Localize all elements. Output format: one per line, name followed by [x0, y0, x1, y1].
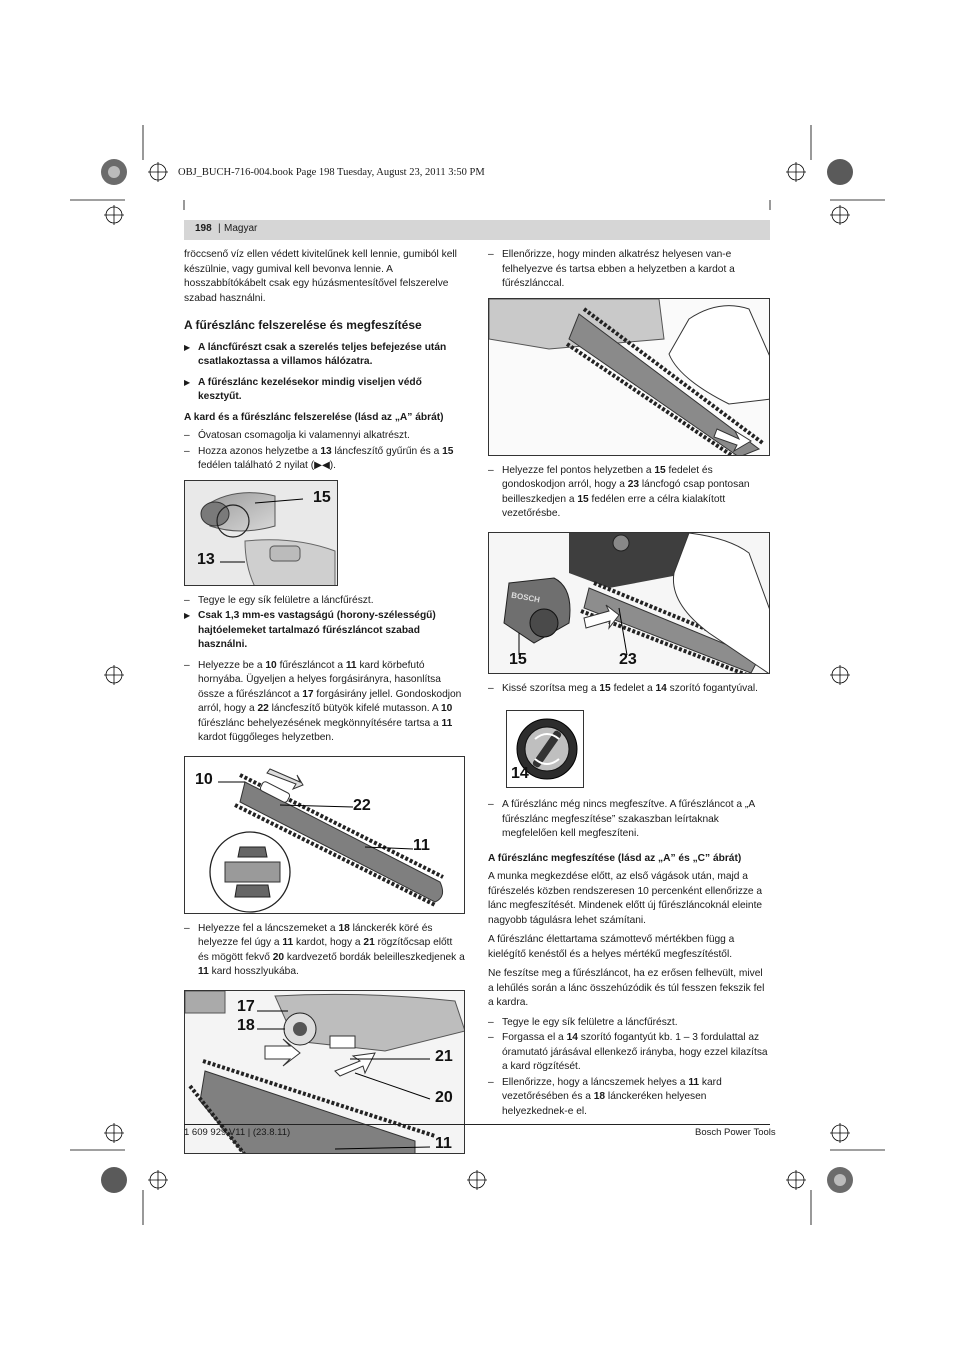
- header-language: Magyar: [224, 223, 258, 234]
- callout-label: 11: [413, 836, 430, 854]
- triangle-bullet-icon: ▶: [184, 611, 191, 620]
- callout-label: 13: [197, 550, 215, 568]
- section-title: A fűrészlánc felszerelése és megfeszítése: [184, 318, 422, 332]
- list-item: – Helyezze be a 10 fűrészláncot a 11 kard körbefutó hornyába. Ügyeljen a helyes forgásirányra, hasonlítsa össze a fűrészláncot a 17 forgásirány jellel. Gondoskodjon arról, hogy a 22 láncfeszítő bütyök kifelé mutasson. A 10 fűrészlánc behelyezésének megkönnyítésére tartsa a 11 kardot függőleges helyzetben.: [184, 659, 462, 743]
- triangle-bullet-icon: ▶: [184, 342, 191, 352]
- brand-logo: BOSCH: [510, 590, 541, 604]
- subheading-tension: A fűrészlánc megfeszítése (lásd az „A” és „C” ábrát): [488, 852, 742, 864]
- triangle-bullet-icon: ▶: [184, 377, 191, 387]
- list-item: – Forgassa el a 14 szorító fogantyút kb. 1 – 3 fordulattal az óramutató járásával ellenkező irányba, hogy ezzel kilazítsa a kard rögzítését.: [488, 1032, 768, 1072]
- figure-chain-insert: [184, 756, 465, 914]
- callout-label: 23: [619, 650, 637, 668]
- callout-label: 15: [509, 650, 527, 668]
- header-separator: |: [218, 223, 221, 234]
- warning-item: ▶ A láncfűrészt csak a szerelés teljes befejezése után csatlakoztassa a villamos hálózatra.: [184, 341, 447, 367]
- callout-label: 10: [195, 770, 213, 788]
- list-item: – Helyezze fel a láncszemeket a 18 lánckerék köré és helyezze fel úgy a 11 kardot, hogy a 21 rögzítőcsap előtt és mögött fekvő 20 kardvezető bordák beleilleszkedjenek a 11 kard hosszlyukába.: [184, 922, 465, 977]
- paragraph: A fűrészlánc élettartama számottevő mértékben függ a kielégítő kenéstől és a helyes mértékű megfeszítéstől.: [488, 934, 735, 960]
- warning-item: ▶ Csak 1,3 mm-es vastagságú (horony-szélességű) hajtóelemeket tartalmazó fűrészláncot szabad használni.: [184, 610, 436, 650]
- list-item: – Óvatosan csomagolja ki valamennyi alkatrészt.: [184, 430, 410, 441]
- list-item: – Tegye le egy sík felületre a láncfűrészt.: [488, 1016, 678, 1028]
- list-item: – Tegye le egy sík felületre a láncfűrészt.: [184, 594, 374, 606]
- paragraph: Ne feszítse meg a fűrészláncot, ha ez erősen felhevült, mivel a lehűlés során a lánc összehúzódik és túl fesszen fekszik fel a kardra.: [488, 968, 765, 1008]
- subheading-mount: A kard és a fűrészlánc felszerelése (lásd az „A” ábrát): [184, 411, 444, 423]
- print-header: OBJ_BUCH-716-004.book Page 198 Tuesday, August 23, 2011 3:50 PM: [178, 167, 485, 178]
- list-item: – Ellenőrizze, hogy a láncszemek helyes a 11 kard vezetőrésében és a 18 lánckeréken helyesen helyezkednek-e el.: [488, 1076, 722, 1117]
- list-item: – Kissé szorítsa meg a 15 fedelet a 14 szorító fogantyúval.: [488, 682, 758, 694]
- page-header-band: [184, 220, 770, 240]
- footer-doc-number: 1 609 929 V11 | (23.8.11): [184, 1127, 291, 1138]
- paragraph: A munka megkezdése előtt, az első vágások után, majd a fűrészelés közben rendszeresen 10 percenként ellenőrizze a lánc megfeszítését. Mindenek előtt új fűrészláncoknál eleinte nagyobb tágulásra lehet számítani.: [488, 871, 763, 926]
- figure-cover-fit: [488, 532, 770, 674]
- left-column: [184, 248, 465, 1162]
- footer-brand: Bosch Power Tools: [695, 1127, 776, 1138]
- callout-label: 14: [511, 765, 529, 782]
- callout-label: 20: [435, 1088, 453, 1106]
- double-arrow-icon: ▶◀: [314, 460, 330, 471]
- list-item: – Ellenőrizze, hogy minden alkatrész helyesen van-e felhelyezve és tartsa ebben a helyzetben a kardot a fűrészlánccal.: [488, 249, 735, 289]
- footer-rule: [184, 1124, 770, 1125]
- callout-label: 11: [435, 1134, 452, 1152]
- callout-label: 22: [353, 796, 371, 814]
- figure-tension-ring: [184, 480, 338, 586]
- callout-label: 15: [313, 488, 331, 506]
- list-item: – Hozza azonos helyzetbe a 13 láncfeszítő gyűrűn és a 15 fedélen található 2 nyilat (▶◀).: [184, 445, 454, 471]
- page-number: 198: [195, 223, 212, 234]
- intro-paragraph: fröccsenő víz ellen védett kivitelűnek kell lennie, gumiból kell készülnie, vagy gumival kell bevonva lennie. A hosszabbítókábelt csak egy húzásmentesítővel felszerelve szabad használni.: [184, 249, 457, 304]
- figure-knob: [506, 710, 584, 788]
- right-column: [488, 248, 770, 1120]
- warning-item: ▶ A fűrészlánc kezelésekor mindig viseljen védő kesztyűt.: [184, 376, 422, 402]
- callout-label: 18: [237, 1016, 255, 1034]
- figure-hold-bar: [488, 298, 770, 456]
- callout-label: 17: [237, 997, 255, 1015]
- list-item: – Helyezze fel pontos helyzetben a 15 fedelet és gondoskodjon arról, hogy a 23 láncfogó csap pontosan beilleszkedjen a 15 fedélen erre a célra kialakított vezetőrésbe.: [488, 464, 750, 519]
- callout-label: 21: [435, 1047, 453, 1065]
- list-item: – A fűrészlánc még nincs megfeszítve. A fűrészláncot a „A fűrészlánc megfeszítése” szakaszban leírtaknak megfelelően kell megfeszíteni.: [488, 799, 755, 839]
